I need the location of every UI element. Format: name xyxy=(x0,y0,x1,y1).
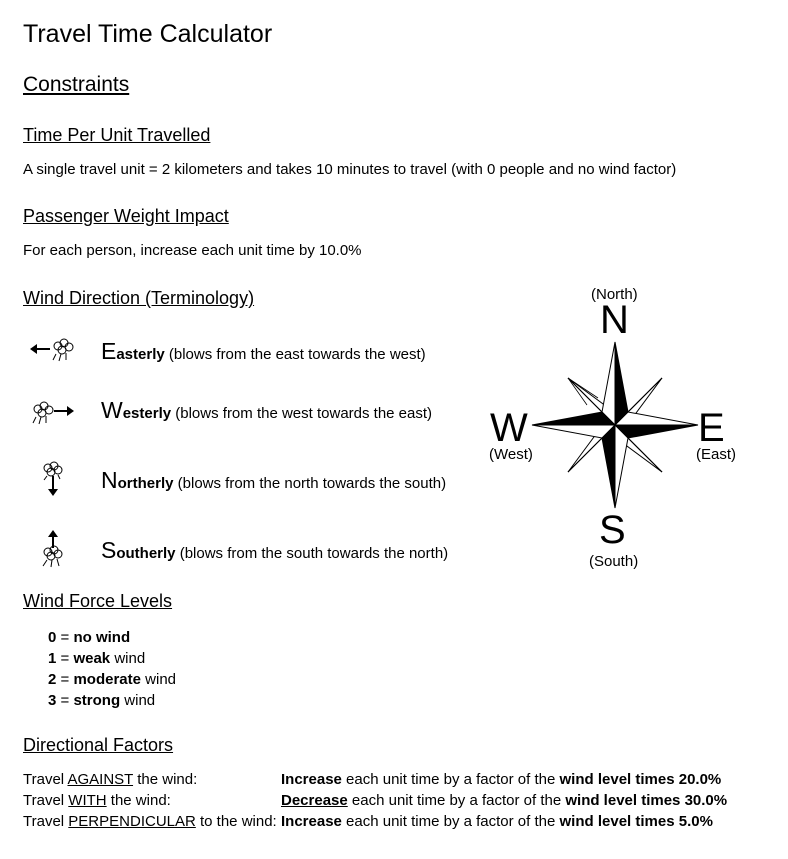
level-number: 2 xyxy=(48,671,57,688)
level-name: no wind xyxy=(73,629,131,646)
compass-south-label: (South) xyxy=(589,553,639,570)
factor-tail: wind level times 30.0% xyxy=(565,792,728,809)
wind-item-desc: (blows from the south towards the north) xyxy=(175,545,449,562)
level-equals: = xyxy=(56,671,74,688)
factor-mid: each unit time by a factor of the xyxy=(341,813,560,830)
factor-mid: each unit time by a factor of the xyxy=(341,771,560,788)
level-name: moderate xyxy=(73,671,141,688)
level-equals: = xyxy=(56,629,74,646)
factor-verb: Increase xyxy=(281,813,342,830)
compass-east-label: (East) xyxy=(696,446,737,463)
wind-item-name: outherly xyxy=(116,545,176,562)
factor-verb: Decrease xyxy=(281,792,348,809)
wind-item-easterly xyxy=(101,338,426,365)
compass-north-letter: N xyxy=(600,298,629,342)
wind-item-initial: E xyxy=(101,338,117,364)
constraints-heading: Constraints xyxy=(23,73,130,96)
compass-west-letter: W xyxy=(490,406,528,450)
wind-force-level xyxy=(48,690,176,711)
factor-description xyxy=(281,771,721,788)
wind-east-arrow-icon xyxy=(28,398,78,428)
level-number: 1 xyxy=(48,650,57,667)
factor-post: the wind: xyxy=(133,771,198,788)
factor-row-with xyxy=(23,792,728,809)
level-suffix: wind xyxy=(140,671,177,688)
factor-pre: Travel xyxy=(23,792,69,809)
level-suffix: wind xyxy=(110,650,146,667)
factor-pre: Travel xyxy=(23,771,68,788)
wind-north-arrow-icon xyxy=(38,528,68,570)
wind-force-level xyxy=(48,648,176,669)
wind-item-desc: (blows from the east towards the west) xyxy=(164,346,426,363)
wind-item-initial: N xyxy=(101,467,118,493)
compass-south-letter: S xyxy=(599,508,626,552)
level-equals: = xyxy=(56,650,74,667)
level-number: 3 xyxy=(48,692,57,709)
wind-force-heading: Wind Force Levels xyxy=(23,591,173,611)
wind-item-westerly xyxy=(101,397,432,424)
factor-tail: wind level times 5.0% xyxy=(559,813,713,830)
wind-item-initial: W xyxy=(101,397,123,423)
wind-item-southerly xyxy=(101,537,448,564)
wind-force-level xyxy=(48,669,176,690)
passenger-text: For each person, increase each unit time by 10.0% xyxy=(23,242,362,259)
factor-row-against xyxy=(23,771,722,788)
wind-west-arrow-icon xyxy=(28,336,78,364)
level-name: weak xyxy=(73,650,111,667)
time-per-unit-heading: Time Per Unit Travelled xyxy=(23,125,211,145)
factor-key: WITH xyxy=(68,792,107,809)
level-equals: = xyxy=(56,692,74,709)
time-per-unit-text: A single travel unit = 2 kilometers and takes 10 minutes to travel (with 0 people and no wind factor) xyxy=(23,161,677,178)
factor-key: AGAINST xyxy=(67,771,134,788)
compass-west-label: (West) xyxy=(489,446,533,463)
compass-north-label: (North) xyxy=(591,286,638,303)
factor-key: PERPENDICULAR xyxy=(68,813,196,830)
wind-item-name: asterly xyxy=(116,346,165,363)
wind-direction-heading: Wind Direction (Terminology) xyxy=(23,288,255,308)
wind-force-level xyxy=(48,627,176,648)
directional-heading: Directional Factors xyxy=(23,735,174,755)
wind-item-desc: (blows from the west towards the east) xyxy=(171,405,433,422)
level-suffix: wind xyxy=(120,692,156,709)
factor-post: the wind: xyxy=(106,792,171,809)
factor-row-perpendicular xyxy=(23,813,713,830)
factor-description xyxy=(281,792,727,809)
wind-item-northerly xyxy=(101,467,446,494)
factor-pre: Travel xyxy=(23,813,69,830)
factor-description xyxy=(281,813,713,830)
compass-east-letter: E xyxy=(698,406,725,450)
wind-item-desc: (blows from the north towards the south) xyxy=(173,475,447,492)
wind-item-initial: S xyxy=(101,537,117,563)
wind-item-name: ortherly xyxy=(117,475,174,492)
factor-tail: wind level times 20.0% xyxy=(559,771,722,788)
factor-mid: each unit time by a factor of the xyxy=(347,792,566,809)
wind-south-arrow-icon xyxy=(38,460,68,500)
wind-force-list xyxy=(48,627,176,711)
factor-verb: Increase xyxy=(281,771,342,788)
level-number: 0 xyxy=(48,629,57,646)
page-title: Travel Time Calculator xyxy=(23,20,273,48)
wind-item-name: esterly xyxy=(122,405,172,422)
passenger-heading: Passenger Weight Impact xyxy=(23,206,229,226)
level-name: strong xyxy=(73,692,121,709)
factor-post: to the wind: xyxy=(195,813,277,830)
